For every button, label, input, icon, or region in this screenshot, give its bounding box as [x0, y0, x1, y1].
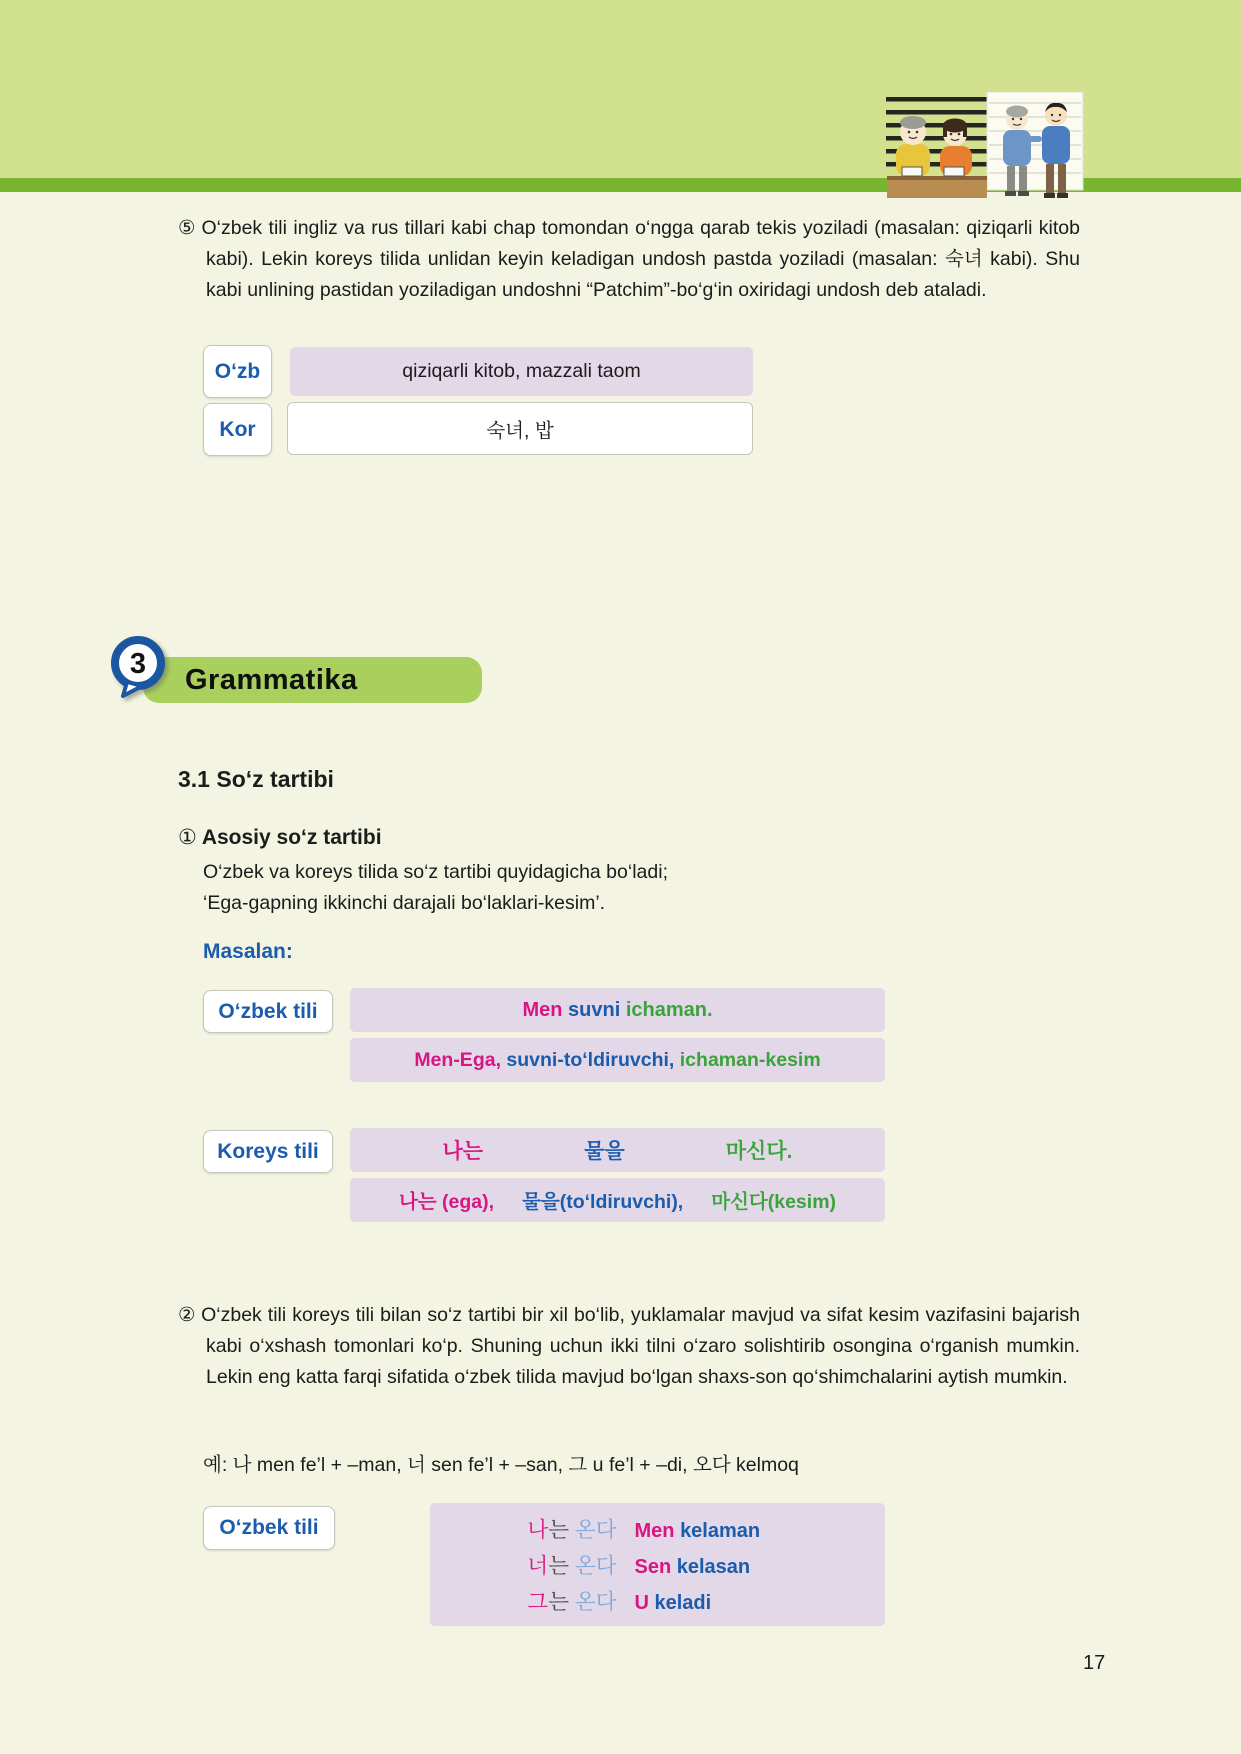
section-number: 3: [129, 648, 147, 680]
section-title: Grammatika: [185, 663, 358, 696]
uzbek-tili-label: O‘zbek tili: [203, 990, 333, 1033]
uzbek-phrase: Sen kelasan: [634, 1556, 751, 1578]
list-marker-5: ⑤: [178, 217, 197, 239]
uzbek-phrase: Men kelaman: [634, 1520, 761, 1542]
item1-title: Asosiy so‘z tartibi: [201, 826, 382, 849]
students-illustration: [886, 92, 1098, 200]
koreys-tili-label: Koreys tili: [203, 1130, 333, 1173]
uzbek-sentence-box: Men suvni ichaman.: [350, 988, 885, 1032]
uzb-row-label: O‘zb: [203, 345, 272, 398]
conjugation-row: [430, 1585, 885, 1616]
item1-line2: ‘Ega-gapning ikkinchi darajali bo‘laklari-kesim’.: [203, 892, 606, 914]
kor-row-value: 숙녀, 밥: [287, 402, 753, 455]
page-number: 17: [1083, 1652, 1106, 1674]
kor-row-label: Kor: [203, 403, 272, 456]
badge-circle-icon: [106, 633, 170, 703]
conjugation-label: O‘zbek tili: [203, 1506, 335, 1550]
intro-paragraph-text: O‘zbek tili ingliz va rus tillari kabi chap tomondan o‘ngga qarab tekis yoziladi (masalan: qiziqarli kitob kabi). Lekin koreys tilida unlidan keyin keladigan undosh pastda yoziladi (masalan: 숙녀 kabi). Shu kabi unlining pastidan yoziladigan undoshni “Patchim”-bo‘g‘in oxiridagi undosh deb ataladi.: [201, 217, 1080, 301]
uzbek-phrase: U keladi: [634, 1592, 712, 1614]
list-marker-2: ②: [178, 1304, 197, 1326]
conjugation-row: [430, 1549, 885, 1580]
item2-paragraph: [178, 1300, 1080, 1393]
list-marker-1: ①: [178, 826, 197, 849]
intro-paragraph: [178, 213, 1080, 306]
korean-phrase: 그는 온다: [527, 1590, 617, 1614]
section-banner: [143, 657, 482, 703]
desk: [887, 167, 987, 198]
students-cartoon-svg: [886, 92, 1098, 200]
example-label: Masalan:: [203, 940, 293, 963]
korean-uzbek-example-line: 예: 나 men fe’l + –man, 너 sen fe’l + –san, 그 u fe’l + –di, 오다 kelmoq: [203, 1454, 799, 1476]
conjugation-box: [430, 1503, 885, 1626]
item1-heading: [178, 825, 382, 850]
subsection-title: 3.1 So‘z tartibi: [178, 766, 334, 792]
uzb-row-value: qiziqarli kitob, mazzali taom: [290, 347, 753, 396]
item2-paragraph-text: O‘zbek tili koreys tili bilan so‘z tartibi bir xil bo‘lib, yuklamalar mavjud va sifat kesim vazifasini bajarish kabi o‘xshash tomonlari ko‘p. Shuning uchun ikki tilni o‘zaro solishtirib osongina o‘rganish mumkin. Lekin eng katta farqi sifatida o‘zbek tilida mavjud bo‘lgan shaxs-son qo‘shimchalarini aytish mumkin.: [201, 1304, 1080, 1388]
conjugation-row: [430, 1513, 885, 1544]
korean-phrase: 너는 온다: [527, 1554, 617, 1578]
korean-sentence-box: 나는 물을 마신다.: [350, 1128, 885, 1172]
korean-phrase: 나는 온다: [527, 1518, 617, 1542]
section-number-badge: [106, 633, 170, 708]
uzbek-roles-box: Men-Ega, suvni-to‘ldiruvchi, ichaman-kesim: [350, 1038, 885, 1082]
item1-line1: O‘zbek va koreys tilida so‘z tartibi quyidagicha bo‘ladi;: [203, 861, 668, 883]
korean-roles-box: 나는 (ega), 물을(to‘ldiruvchi), 마신다(kesim): [350, 1178, 885, 1222]
